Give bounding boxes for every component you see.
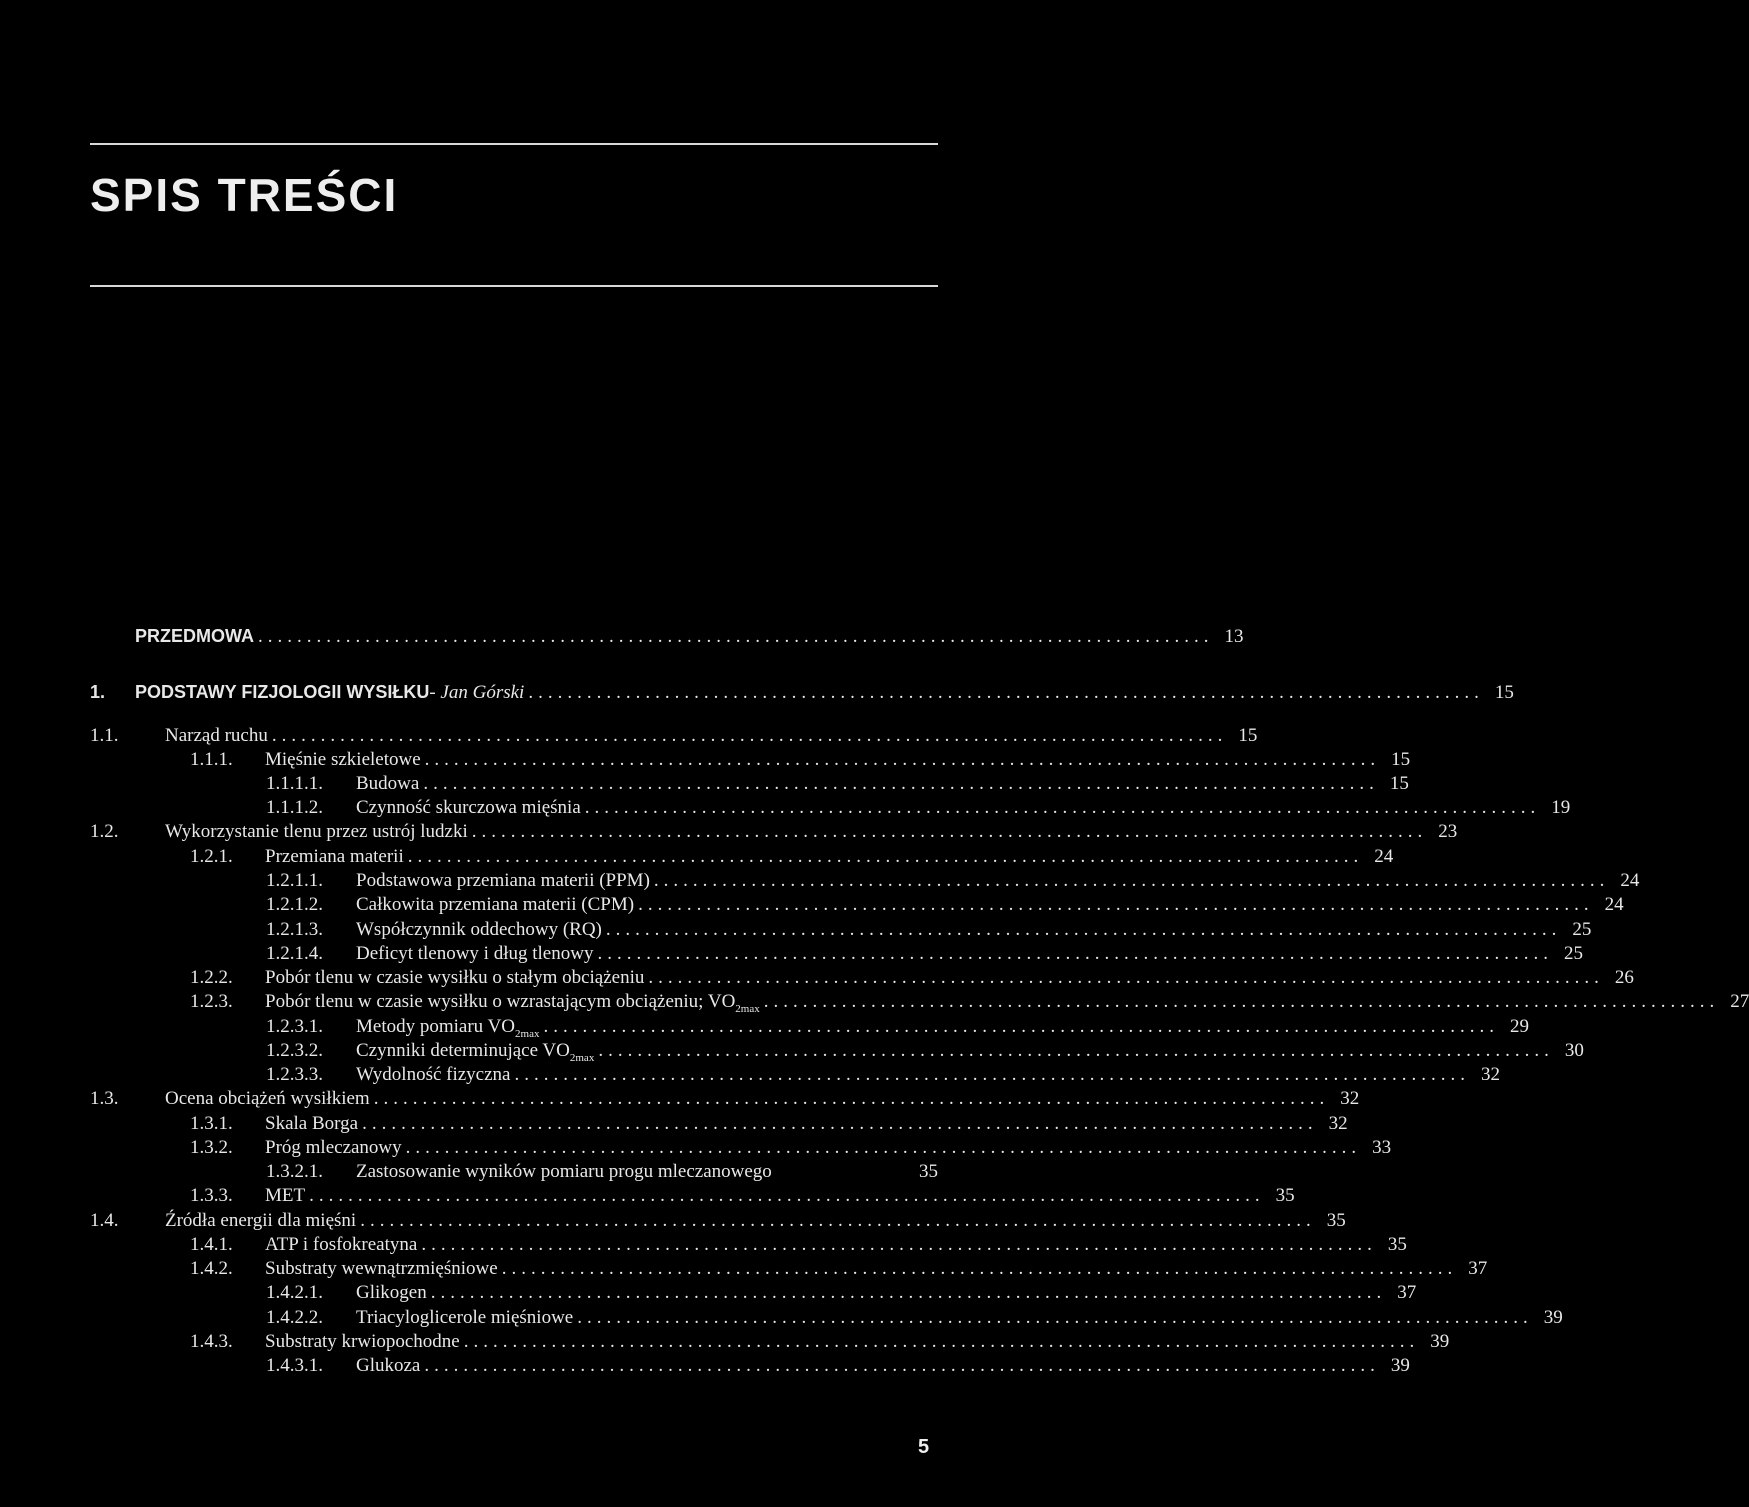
toc-entry-title [265, 1233, 417, 1257]
toc-entry-page: 32 [1340, 1088, 1360, 1109]
toc-entry-title [165, 1087, 370, 1111]
toc-entry-page: 15 [1389, 773, 1409, 794]
toc-entry-title-text: Pobór tlenu w czasie wysiłku o wzrastającym obciążeniu; VO [265, 991, 736, 1012]
toc-dot-leader: .................................................................................................. [584, 797, 1541, 818]
top-rule [90, 143, 938, 145]
toc-entry-title [356, 918, 602, 942]
toc-entry [190, 748, 1411, 772]
toc-entry-page: 24 [1604, 894, 1624, 915]
toc-entry-title [135, 680, 429, 704]
page-number: 5 [918, 1436, 930, 1458]
toc-dot-leader: .................................................................................................. [648, 967, 1604, 988]
toc-entry-title-text: Zastosowanie wyników pomiaru progu mleczanowego [356, 1161, 772, 1182]
toc-entry-page: 35 [1326, 1210, 1346, 1231]
toc-entry-page: 39 [1390, 1355, 1410, 1376]
toc-entry-number: 1.3.3. [190, 1185, 233, 1206]
toc-entry-title-text: Czynność skurczowa mięśnia [356, 797, 581, 818]
toc-entry-title-text: Narząd ruchu [165, 725, 268, 746]
toc-entry-page: 32 [1328, 1113, 1348, 1134]
toc-entry-title [265, 1112, 358, 1136]
toc-dot-leader: .................................................................................................. [638, 894, 1594, 915]
toc-entry-title [265, 1184, 305, 1208]
toc-entry-number: 1.2.3.1. [266, 1016, 323, 1037]
toc-dot-leader: .................................................................................................. [528, 682, 1484, 703]
toc-entry-number: 1.2.1.4. [266, 943, 323, 964]
page-heading: SPIS TREŚCI [90, 169, 399, 221]
toc-dot-leader: .................................................................................................. [514, 1064, 1470, 1085]
toc-entry-title [356, 893, 634, 917]
toc-entry-number: 1.2.1. [190, 846, 233, 867]
toc-entry-title-text: PODSTAWY FIZJOLOGII WYSIŁKU [135, 682, 430, 702]
toc-dot-leader: .................................................................................................. [598, 1040, 1554, 1061]
toc-entry-page: 13 [1224, 626, 1244, 647]
toc-entry-page: 30 [1564, 1040, 1584, 1061]
toc-entry [190, 1257, 1488, 1281]
toc-entry-title-text: Całkowita przemiana materii (CPM) [356, 894, 635, 915]
toc-entry-number: 1.4.2. [190, 1258, 233, 1279]
toc-entry-page: 33 [1372, 1137, 1392, 1158]
toc-entry-page: 29 [1509, 1016, 1529, 1037]
toc-entry-page: 15 [1494, 682, 1514, 703]
toc-entry-number: 1.4.2.2. [266, 1307, 323, 1328]
toc-entry-page: 24 [1374, 846, 1394, 867]
toc-entry-number: 1.4.3. [190, 1331, 233, 1352]
toc-entry-subscript: 2max [735, 1002, 760, 1015]
toc-dot-leader: .................................................................................................. [471, 821, 1428, 842]
toc-entry-title-text: Wykorzystanie tlenu przez ustrój ludzki [165, 821, 468, 842]
toc-dot-leader: .................................................................................................. [653, 870, 1610, 891]
toc-entry [190, 1136, 1392, 1160]
toc-dot-leader: .................................................................................................. [258, 626, 1214, 647]
toc-entry-number: 1.1.1.2. [266, 797, 323, 818]
toc-entry-number: 1.3. [90, 1088, 119, 1109]
toc-entry-title-text: Triacyloglicerole mięśniowe [356, 1307, 574, 1328]
toc-entry [90, 1087, 1360, 1111]
toc-entry-title-text: PRZEDMOWA [135, 626, 254, 646]
toc-entry-author: - Jan Górski [429, 682, 525, 703]
toc-entry-title-text: Przemiana materii [265, 846, 404, 867]
toc-entry-title [165, 724, 268, 748]
toc-dot-leader: .................................................................................................. [421, 1234, 1377, 1255]
toc-dot-leader: .................................................................................................. [309, 1185, 1265, 1206]
toc-entry-number: 1.3.2.1. [266, 1161, 323, 1182]
toc-entry [90, 1209, 1346, 1233]
toc-dot-leader: .................................................................................................. [501, 1258, 1458, 1279]
toc-entry-title [135, 624, 254, 648]
toc-entry-page: 27 [1730, 991, 1749, 1012]
toc-entry-number: 1.4. [90, 1210, 119, 1231]
toc-entry-title-text: Metody pomiaru VO [356, 1016, 516, 1037]
toc-entry-subscript: 2max [569, 1051, 595, 1064]
toc-entry-title [356, 1063, 511, 1087]
toc-entry-page: 15 [1238, 725, 1258, 746]
toc-entry-number: 1.3.1. [190, 1113, 233, 1134]
toc-dot-leader: .................................................................................................. [423, 773, 1379, 794]
toc-entry-page: 39 [1430, 1331, 1450, 1352]
toc-entry-title-text: Źródła energii dla mięśni [165, 1210, 357, 1231]
toc-entry-title-text: Deficyt tlenowy i dług tlenowy [356, 943, 594, 964]
toc-entry-title-text: Substraty krwiopochodne [265, 1331, 460, 1352]
toc-entry-page: 25 [1572, 919, 1592, 940]
toc-entry-title-text: MET [265, 1185, 306, 1206]
toc-dot-leader: .................................................................................................. [424, 749, 1381, 770]
toc-entry-subscript: 2max [515, 1027, 540, 1040]
toc-entry [190, 1233, 1407, 1257]
toc-entry-title-text: ATP i fosfokreatyna [265, 1234, 418, 1255]
toc-dot-leader: .................................................................................................. [605, 919, 1562, 940]
toc-entry-title [356, 942, 593, 966]
toc-entry-title [165, 820, 468, 844]
toc-dot-leader: .................................................................................................. [597, 943, 1553, 964]
toc-entry-number: 1.4.2.1. [266, 1282, 323, 1303]
toc-entry-page: 23 [1438, 821, 1458, 842]
toc-entry-number: 1.4.3.1. [266, 1355, 323, 1376]
toc-dot-leader: .................................................................................................. [763, 991, 1720, 1012]
toc-entry-page: 35 [1275, 1185, 1295, 1206]
toc-entry [190, 1330, 1450, 1354]
toc-entry [266, 942, 1583, 966]
toc-entry [190, 1184, 1295, 1208]
toc-entry-number: 1.1.1.1. [266, 773, 323, 794]
toc-entry [90, 724, 1258, 748]
toc-entry-title-text: Budowa [356, 773, 420, 794]
toc-entry-title [265, 845, 404, 869]
toc-entry-title [356, 1354, 420, 1378]
toc-entry-title [265, 748, 421, 772]
toc-entry-title-text: Współczynnik oddechowy (RQ) [356, 919, 602, 940]
toc-entry-number: 1.1.1. [190, 749, 233, 770]
toc-entry-number: 1.3.2. [190, 1137, 233, 1158]
toc-dot-leader: .................................................................................................. [362, 1113, 1318, 1134]
toc-entry-number: 1.2.3.3. [266, 1064, 323, 1085]
toc-entry [266, 796, 1571, 820]
toc-entry-page: 37 [1468, 1258, 1488, 1279]
toc-dot-leader: .................................................................................................. [407, 846, 1364, 867]
toc-entry-title [265, 1136, 402, 1160]
toc-entry-number: 1.2.1.1. [266, 870, 323, 891]
toc-entry [266, 1281, 1417, 1305]
toc-entry-title [356, 1281, 427, 1305]
toc-dot-leader: .................................................................................................. [543, 1016, 1499, 1037]
toc-entry-title-text: Substraty wewnątrzmięśniowe [265, 1258, 498, 1279]
toc-entry-number: 1.2.1.3. [266, 919, 323, 940]
toc-entry-title-text: Podstawowa przemiana materii (PPM) [356, 870, 650, 891]
toc-dot-leader: .................................................................................................. [405, 1137, 1362, 1158]
toc-entry-title [356, 1160, 772, 1184]
toc-entry [90, 624, 1244, 649]
toc-entry-number: 1.2.3.2. [266, 1040, 323, 1061]
toc-entry-title-text: Czynniki determinujące VO [356, 1040, 570, 1061]
toc-entry-title [356, 796, 581, 820]
toc-entry [90, 680, 1514, 705]
toc-dot-leader: .................................................................................................. [577, 1307, 1533, 1328]
toc-entry [266, 1063, 1500, 1087]
toc-dot-leader: .................................................................................................. [271, 725, 1228, 746]
toc-entry-title-text: Skala Borga [265, 1113, 359, 1134]
toc-entry-page: 32 [1481, 1064, 1500, 1085]
bottom-rule [90, 285, 938, 287]
toc-entry-title-text: Ocena obciążeń wysiłkiem [165, 1088, 370, 1109]
toc-entry-title-text: Mięśnie szkieletowe [265, 749, 421, 770]
toc-entry-page: 35 [919, 1161, 938, 1182]
toc-entry [266, 1354, 1410, 1378]
toc-entry [90, 820, 1458, 844]
toc-entry-title [265, 1257, 498, 1281]
toc-entry-number: 1.2.3. [190, 991, 233, 1012]
toc-entry [266, 893, 1624, 917]
toc-entry [266, 1160, 938, 1184]
toc-entry-page: 26 [1614, 967, 1634, 988]
toc-entry-title [356, 772, 419, 796]
toc-entry-page: 25 [1563, 943, 1583, 964]
toc-entry-page: 35 [1387, 1234, 1407, 1255]
toc-entry [190, 1112, 1348, 1136]
toc-dot-leader: .................................................................................................. [424, 1355, 1380, 1376]
toc-entry-page: 24 [1620, 870, 1640, 891]
toc-entry-title-text: Pobór tlenu w czasie wysiłku o stałym obciążeniu [265, 967, 645, 988]
toc-entry-title [265, 966, 644, 990]
toc-entry-title-text: Glikogen [356, 1282, 427, 1303]
toc-entry-page: 19 [1551, 797, 1571, 818]
toc-entry [190, 845, 1394, 869]
toc-entry-number: 1.1. [90, 725, 119, 746]
toc-entry-page: 15 [1391, 749, 1411, 770]
toc-entry-number: 1.2.1.2. [266, 894, 323, 915]
toc-entry-title-text: Próg mleczanowy [265, 1137, 402, 1158]
toc-entry [266, 772, 1409, 796]
toc-entry-title [356, 869, 650, 893]
toc-entry [266, 869, 1640, 893]
toc-entry-number: 1.2. [90, 821, 119, 842]
toc-entry [266, 918, 1592, 942]
toc-entry-number: 1.2.2. [190, 967, 233, 988]
toc-entry-number: 1. [90, 682, 106, 702]
toc-dot-leader: .................................................................................................. [373, 1088, 1330, 1109]
toc-dot-leader: .................................................................................................. [430, 1282, 1387, 1303]
toc-entry [266, 1306, 1563, 1330]
toc-entry-number: 1.4.1. [190, 1234, 233, 1255]
toc-entry-title-text: Glukoza [356, 1355, 421, 1376]
toc-dot-leader: .................................................................................................. [360, 1210, 1316, 1231]
toc-entry-title [265, 1330, 460, 1354]
toc-dot-leader: .................................................................................................. [463, 1331, 1420, 1352]
toc-entry-page: 39 [1543, 1307, 1563, 1328]
toc-entry [190, 966, 1634, 990]
toc-entry-title [165, 1209, 356, 1233]
toc-entry-title [356, 1306, 573, 1330]
toc-entry-page: 37 [1397, 1282, 1417, 1303]
toc-entry-title-text: Wydolność fizyczna [356, 1064, 511, 1085]
